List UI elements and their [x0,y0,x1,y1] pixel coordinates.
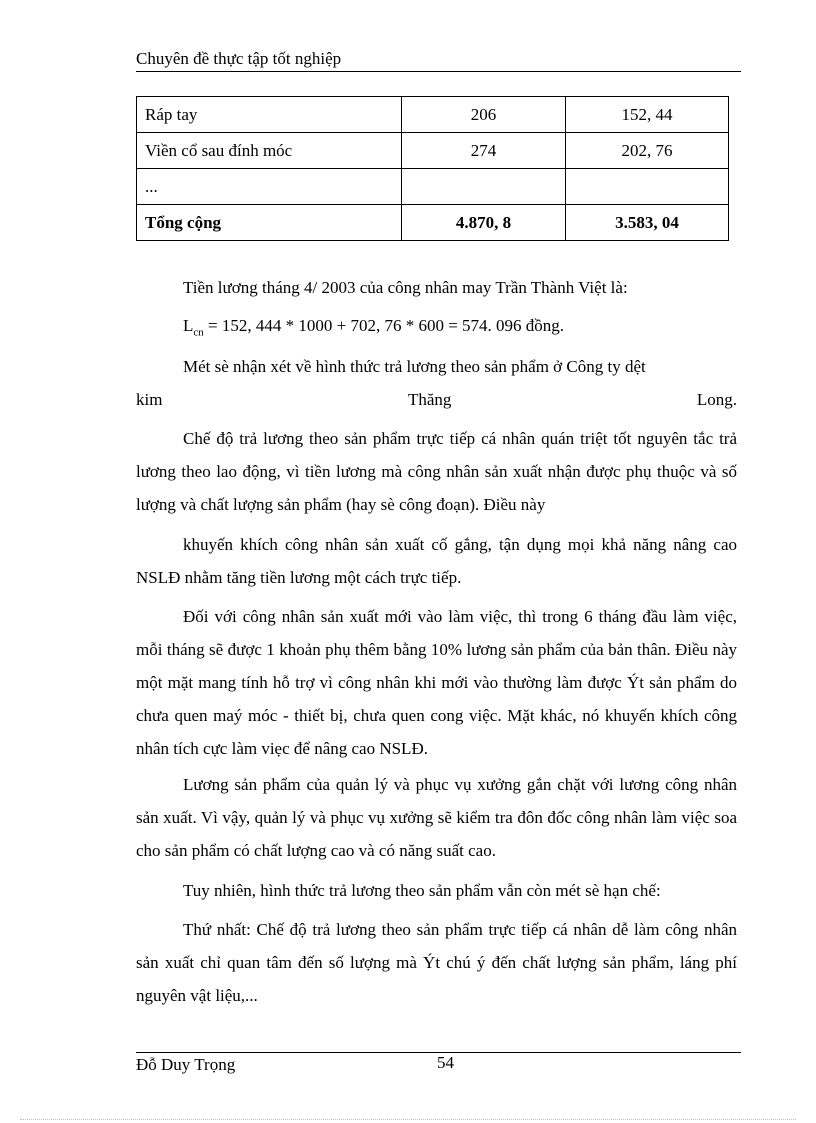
table-total-row [137,205,729,241]
paragraph-remarks-heading-line2 [136,383,737,416]
formula-symbol: L [183,316,194,335]
paragraph-limitations: Tuy nhiên, hình thức trả lương theo sản phẩm vẫn còn mét sè hạn chế: [183,881,661,900]
wage-table [136,96,729,241]
paragraph-management-wage: Lương sản phẩm của quản lý và phục vụ xưởng gắn chặt với lương công nhân sản xuất. Vì vậy, quản lý và phục vụ xưởng sẽ kiểm tra đôn đốc công nhân làm việc soa cho sản phẩm có chất lượng cao và có năng suất cao. [136,775,737,860]
header-divider [136,71,741,72]
table-cell-value: 202, 76 [566,133,729,169]
table-cell-value [566,169,729,205]
page-number: 54 [437,1053,454,1072]
table-total-label: Tổng cộng [137,205,402,241]
footer-author: Đỗ Duy Trọng [136,1055,236,1074]
table-cell-name: Ráp tay [137,97,402,133]
table-cell-value: 152, 44 [566,97,729,133]
paragraph-first-limitation: Thứ nhất: Chế độ trả lương theo sản phẩm trực tiếp cá nhân dễ làm công nhân sản xuất chỉ quan tâm đến số lượng mà Ýt chú ý đến chất lượng sản phẩm, láng phí nguyên vật liệu,... [136,920,737,1005]
table-cell-value [402,169,566,205]
table-cell-value: 274 [402,133,566,169]
table-row [137,97,729,133]
page-edge-dots [20,1119,796,1120]
paragraph-direct-piece-rate: Chế độ trả lương theo sản phẩm trực tiếp cá nhân quán triệt tốt nguyên tắc trả lương theo lao động, vì tiền lương mà công nhân sản xuất nhận được phụ thuộc và số lượng và chất lượng sản phẩm (hay sè công đoạn). Điều này [136,429,737,514]
formula-subscript: cn [193,326,204,339]
table-row [137,133,729,169]
paragraph-remarks-heading: Mét sè nhận xét về hình thức trả lương theo sản phẩm ở Công ty dệt [183,357,646,376]
table-total-value: 3.583, 04 [566,205,729,241]
paragraph-formula [136,309,737,349]
table-cell-name: Viền cổ sau đính móc [137,133,402,169]
table-total-value: 4.870, 8 [402,205,566,241]
table-cell-name: ... [137,169,402,205]
paragraph-wage-intro: Tiền lương tháng 4/ 2003 của công nhân may Trần Thành Việt là: [183,278,628,297]
paragraph-incentive: khuyến khích công nhân sản xuất cố gắng, tận dụng mọi khả năng nâng cao NSLĐ nhằm tăng tiền lương một cách trực tiếp. [136,535,737,587]
remarks-word: Long. [696,390,737,409]
remarks-word: Thăng [407,390,452,409]
paragraph-new-workers: Đối với công nhân sản xuất mới vào làm việc, thì trong 6 tháng đầu làm việc, mỗi tháng sẽ được 1 khoản phụ thêm bằng 10% lương sản phẩm của bản thân. Điều này một mặt mang tính hỗ trợ vì công nhân khi mới vào thường làm được Ýt sản phẩm do chưa quen maý móc - thiết bị, chưa quen cong việc. Mặt khác, nó khuyến khích công nhân tích cực làm viẹc để nâng cao NSLĐ. [136,607,737,758]
table-cell-value: 206 [402,97,566,133]
formula-expression: = 152, 444 * 1000 + 702, 76 * 600 = 574. 096 đồng. [203,316,565,335]
table-row [137,169,729,205]
remarks-word: kim [136,390,163,409]
header-title: Chuyên đề thực tập tốt nghiệp [136,49,342,68]
